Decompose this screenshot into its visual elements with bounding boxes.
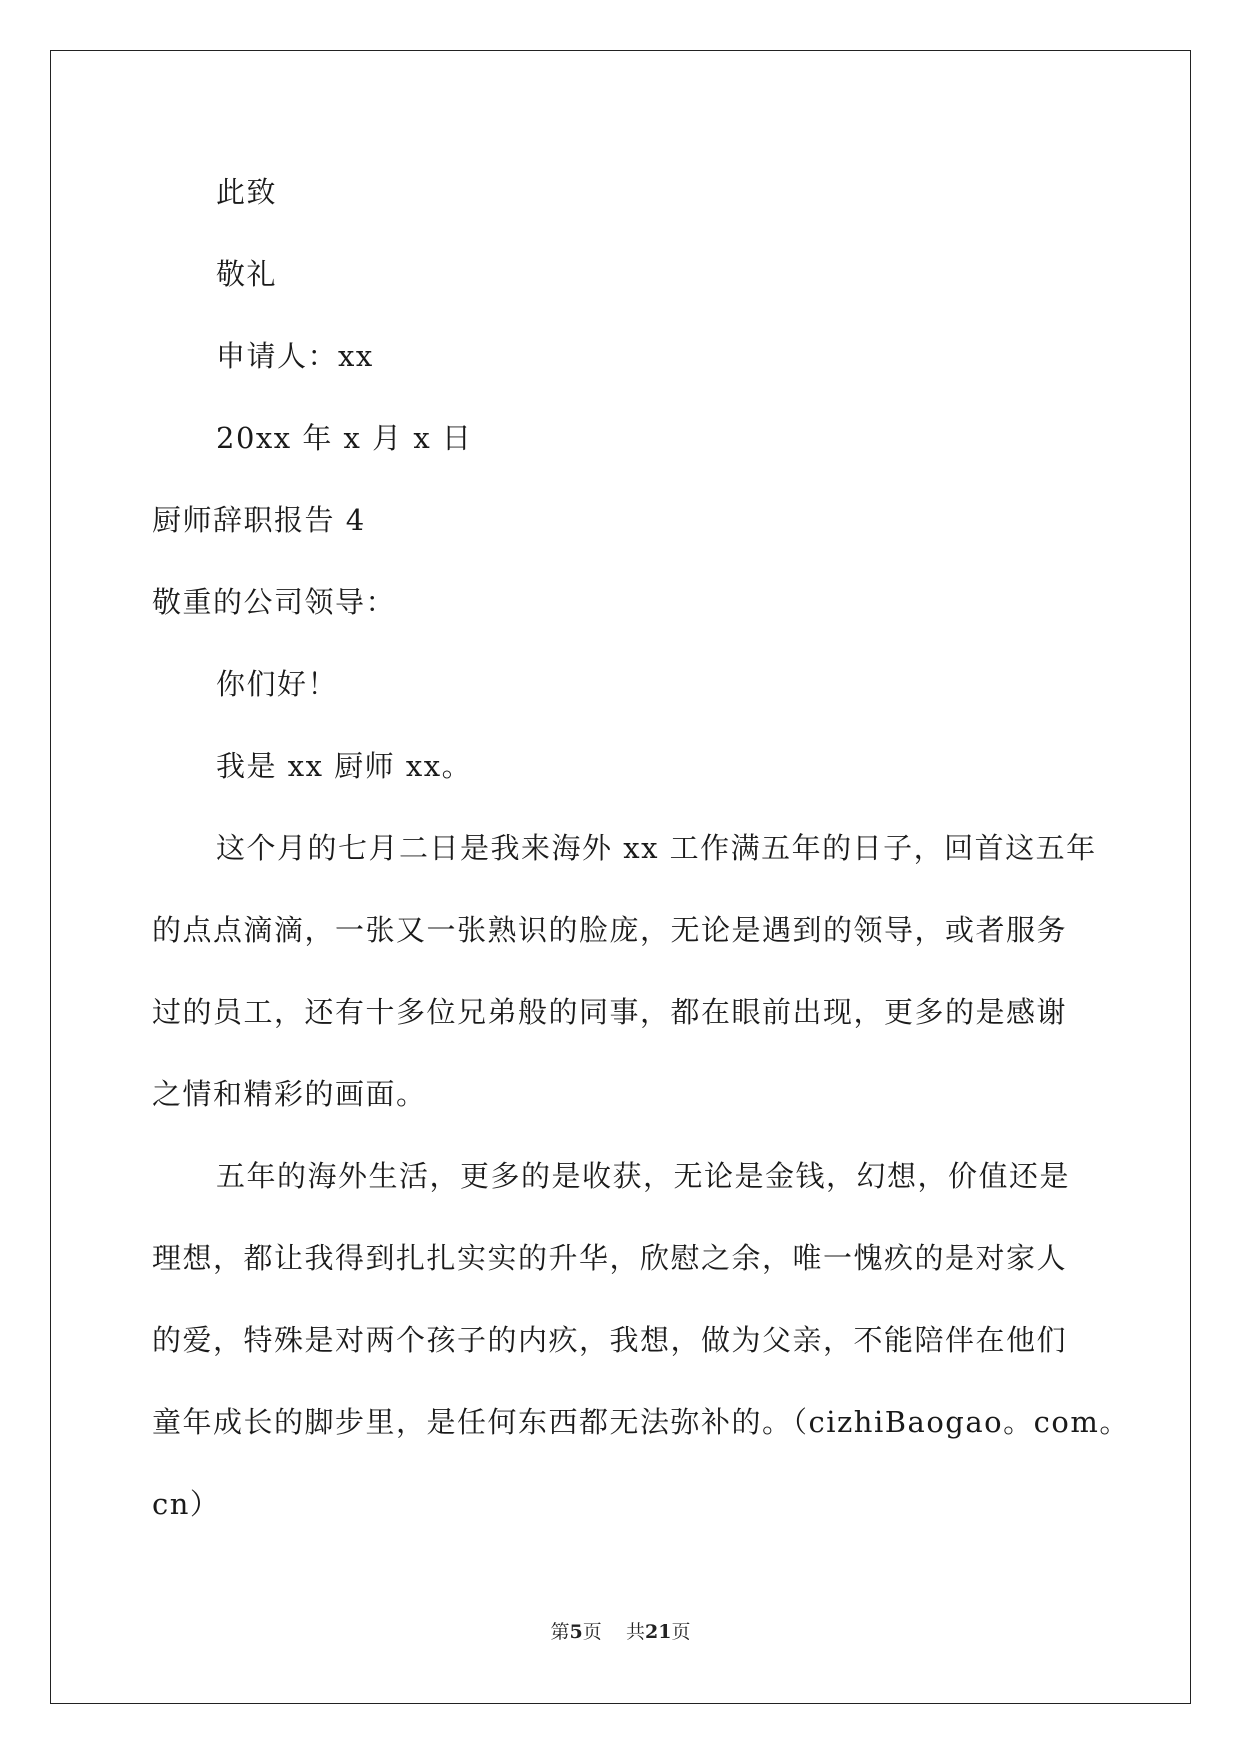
paragraph-line: 理想，都让我得到扎扎实实的升华，欣慰之余，唯一愧疚的是对家人 [152,1241,1068,1275]
page-footer [0,1620,1241,1644]
total-prefix: 共 [625,1621,645,1643]
introduction: 我是 xx 厨师 xx。 [216,749,473,783]
paragraph-line: 五年的海外生活，更多的是收获，无论是金钱，幻想，价值还是 [216,1159,1071,1193]
date-line: 20xx 年 x 月 x 日 [216,421,473,455]
page-border [50,50,1191,1704]
paragraph-line: 之情和精彩的画面。 [152,1077,427,1111]
paragraph-line: cn） [152,1487,221,1521]
applicant-line: 申请人：xx [216,339,374,373]
section-heading: 厨师辞职报告 4 [152,503,366,537]
closing-phrase: 此致 [216,175,278,209]
letter-salutation: 敬重的公司领导： [152,585,397,619]
paragraph-line: 这个月的七月二日是我来海外 xx 工作满五年的日子，回首这五年 [216,831,1097,865]
total-pages: 21 [644,1621,672,1643]
paragraph-line: 的点点滴滴，一张又一张熟识的脸庞，无论是遇到的领导，或者服务 [152,913,1068,947]
total-suffix: 页 [671,1621,691,1643]
page-prefix: 第 [550,1621,570,1643]
paragraph-line: 的爱，特殊是对两个孩子的内疚，我想，做为父亲，不能陪伴在他们 [152,1323,1068,1357]
greeting: 你们好！ [216,667,339,701]
closing-salutation: 敬礼 [216,257,278,291]
page-suffix: 页 [582,1621,602,1643]
page-number: 5 [569,1621,583,1643]
paragraph-line: 童年成长的脚步里，是任何东西都无法弥补的。（cizhiBaogao。com。 [152,1405,1130,1439]
paragraph-line: 过的员工，还有十多位兄弟般的同事，都在眼前出现，更多的是感谢 [152,995,1068,1029]
